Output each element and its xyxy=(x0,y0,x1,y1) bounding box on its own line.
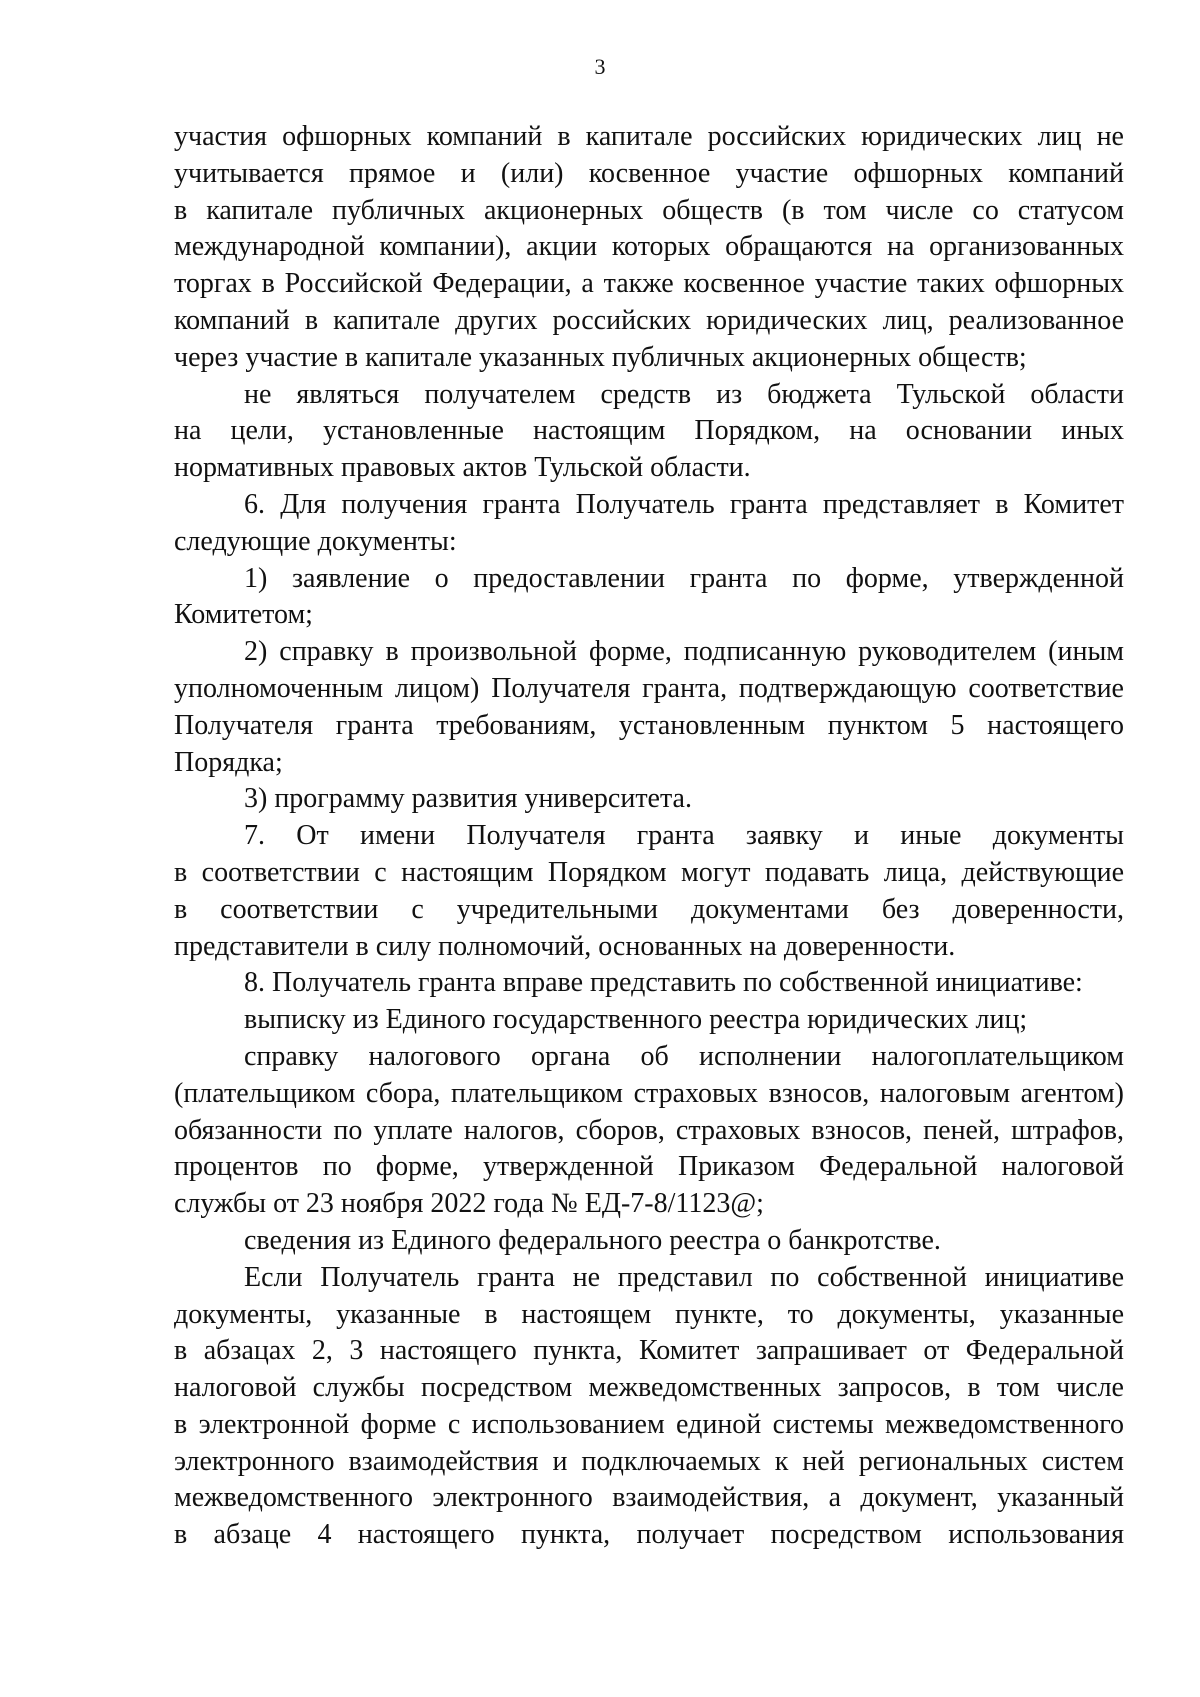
text-line: в электронной форме с использованием единой системы межведомственного xyxy=(174,1408,1124,1440)
text-line: документы, указанные в настоящем пункте, то документы, указанные xyxy=(174,1298,1124,1330)
text-line: уполномоченным лицом) Получателя гранта, подтверждающую соответствие xyxy=(174,672,1124,704)
paragraph xyxy=(174,818,1124,965)
text-line: в абзацах 2, 3 настоящего пункта, Комитет запрашивает от Федеральной xyxy=(174,1335,1124,1367)
paragraph xyxy=(174,119,1124,377)
text-line: через участие в капитале указанных публичных акционерных обществ; xyxy=(174,341,1027,373)
text-line: следующие документы: xyxy=(174,525,457,557)
text-line: Комитетом; xyxy=(174,599,313,631)
paragraph xyxy=(174,1223,1124,1260)
page-number: 3 xyxy=(594,54,606,79)
text-line: межведомственного электронного взаимодействия, а документ, указанный xyxy=(174,1482,1124,1514)
text-line: 8. Получатель гранта вправе представить по собственной инициативе: xyxy=(244,967,1083,999)
text-line: 1) заявление о предоставлении гранта по форме, утвержденной xyxy=(244,562,1124,594)
paragraph xyxy=(174,377,1124,487)
paragraph xyxy=(174,1002,1124,1039)
text-line: 7. От имени Получателя гранта заявку и иные документы xyxy=(244,820,1124,852)
text-line: сведения из Единого федерального реестра о банкротстве. xyxy=(244,1224,941,1256)
text-line: 3) программу развития университета. xyxy=(244,783,692,815)
text-line: (плательщиком сбора, плательщиком страховых взносов, налоговым агентом) xyxy=(174,1077,1124,1109)
text-line: службы от 23 ноября 2022 года № ЕД-7-8/1123@; xyxy=(174,1188,764,1220)
text-line: электронного взаимодействия и подключаемых к ней региональных систем xyxy=(174,1445,1124,1477)
text-line: международной компании), акции которых обращаются на организованных xyxy=(174,231,1124,263)
text-line: налоговой службы посредством межведомственных запросов, в том числе xyxy=(174,1372,1124,1404)
text-line: представители в силу полномочий, основанных на доверенности. xyxy=(174,930,956,962)
text-line: справку налогового органа об исполнении налогоплательщиком xyxy=(244,1040,1124,1072)
text-line: торгах в Российской Федерации, а также косвенное участие таких офшорных xyxy=(174,268,1124,300)
text-line: нормативных правовых актов Тульской области. xyxy=(174,452,751,484)
paragraph xyxy=(174,634,1124,781)
text-line: 6. Для получения гранта Получатель гранта представляет в Комитет xyxy=(244,488,1124,520)
text-line: Если Получатель гранта не представил по собственной инициативе xyxy=(244,1261,1124,1293)
paragraph xyxy=(174,561,1124,635)
text-line: учитывается прямое и (или) косвенное участие офшорных компаний xyxy=(174,157,1124,189)
text-line: Порядка; xyxy=(174,746,283,778)
text-line: в абзаце 4 настоящего пункта, получает посредством использования xyxy=(174,1519,1124,1551)
text-line: в соответствии с учредительными документами без доверенности, xyxy=(174,893,1124,925)
document-body xyxy=(174,119,1124,1554)
paragraph xyxy=(174,965,1124,1002)
paragraph xyxy=(174,487,1124,561)
paragraph xyxy=(174,1039,1124,1223)
text-line: Получателя гранта требованиям, установленным пунктом 5 настоящего xyxy=(174,709,1124,741)
text-line: на цели, установленные настоящим Порядком, на основании иных xyxy=(174,415,1124,447)
text-line: процентов по форме, утвержденной Приказом Федеральной налоговой xyxy=(174,1151,1124,1183)
text-line: участия офшорных компаний в капитале российских юридических лиц не xyxy=(174,121,1124,152)
text-line: обязанности по уплате налогов, сборов, страховых взносов, пеней, штрафов, xyxy=(174,1114,1124,1146)
text-line: в капитале публичных акционерных обществ (в том числе со статусом xyxy=(174,194,1124,226)
text-line: в соответствии с настоящим Порядком могут подавать лица, действующие xyxy=(174,856,1124,888)
paragraph xyxy=(174,781,1124,818)
paragraph xyxy=(174,1260,1124,1554)
text-line: 2) справку в произвольной форме, подписанную руководителем (иным xyxy=(244,636,1124,668)
text-line: компаний в капитале других российских юридических лиц, реализованное xyxy=(174,304,1124,336)
text-line: выписку из Единого государственного реестра юридических лиц; xyxy=(244,1004,1028,1036)
text-line: не являться получателем средств из бюджета Тульской области xyxy=(244,378,1124,410)
